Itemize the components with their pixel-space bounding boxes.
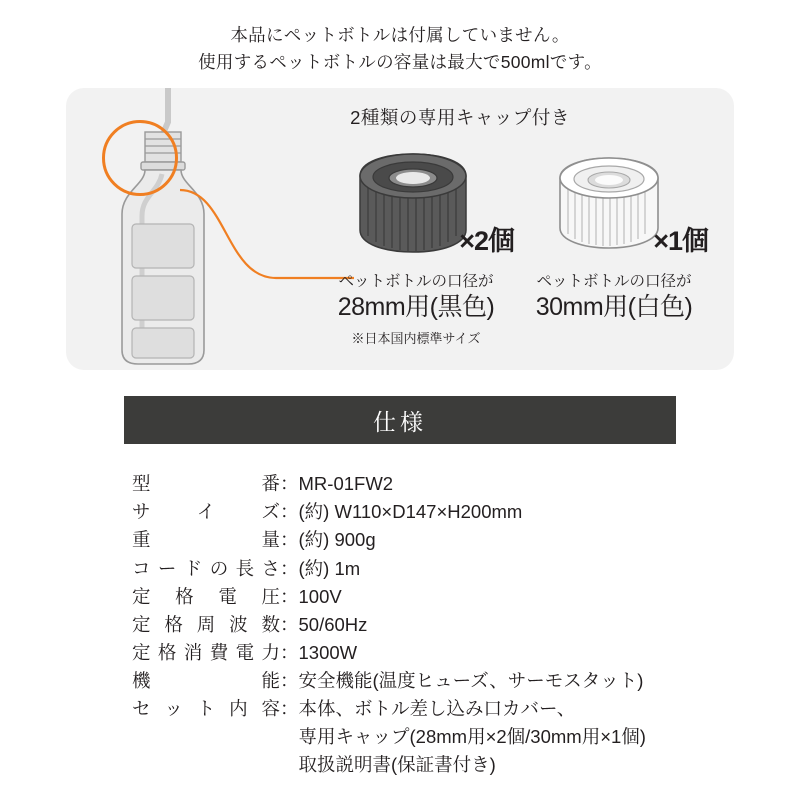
- spec-colon: ：: [280, 641, 299, 663]
- spec-label: 定格周波数: [132, 613, 280, 635]
- table-row: [132, 470, 646, 498]
- spec-value: 安全機能(温度ヒューズ、サーモスタット): [298, 670, 644, 692]
- spec-label: [132, 723, 280, 751]
- cap-note-28mm: ※日本国内標準サイズ: [351, 331, 481, 347]
- spec-value: (約) W110×D147×H200mm: [298, 501, 523, 523]
- table-row: [132, 555, 646, 583]
- spec-value: 取扱説明書(保証書付き): [298, 754, 496, 776]
- spec-value: (約) 1m: [298, 557, 361, 579]
- spec-colon: ：: [280, 529, 299, 551]
- spec-colon: [280, 723, 299, 751]
- spec-value: 1300W: [298, 641, 358, 663]
- spec-label: 型 番: [132, 473, 280, 495]
- note-line-1: 本品にペットボトルは付属していません。: [230, 25, 570, 45]
- bottle-cap-black-icon: [316, 136, 516, 266]
- spec-value: 50/60Hz: [298, 613, 368, 635]
- bottle-cap-white-icon: [514, 136, 714, 266]
- spec-colon: ：: [280, 670, 299, 692]
- cap-item-28mm: [316, 136, 516, 347]
- cap-size-30mm: 30mm用(白色): [535, 293, 693, 322]
- table-row: [132, 583, 646, 611]
- table-row: [132, 667, 646, 695]
- table-row: [132, 751, 646, 779]
- highlight-circle-icon: [102, 120, 178, 196]
- spec-value: 本体、ボトル差し込み口カバー、: [298, 698, 576, 720]
- spec-colon: ：: [280, 613, 299, 635]
- cap-size-28mm: 28mm用(黒色): [337, 293, 495, 322]
- spec-label: コードの長さ: [132, 557, 280, 579]
- cap-caption-28mm: ペットボトルの口径が: [338, 273, 494, 291]
- spec-label: セット内容: [132, 698, 280, 720]
- spec-value: 100V: [298, 585, 342, 607]
- top-notes: [0, 0, 800, 76]
- cap-quantity-28mm: ×2個: [459, 226, 514, 257]
- spec-colon: ：: [280, 698, 299, 720]
- spec-value: (約) 900g: [298, 529, 376, 551]
- cap-caption-30mm: ペットボトルの口径が: [536, 273, 692, 291]
- table-row: [132, 498, 646, 526]
- spec-colon: ：: [280, 473, 299, 495]
- cap-panel: [66, 88, 734, 370]
- spec-label: 定 格 電 圧: [132, 585, 280, 607]
- spec-heading-bar: [124, 396, 676, 444]
- spec-value: MR-01FW2: [298, 473, 394, 495]
- spec-label: 定格消費電力: [132, 641, 280, 663]
- cap-panel-title: 2種類の専用キャップ付き: [350, 107, 570, 129]
- spec-colon: ：: [280, 585, 299, 607]
- spec-colon: ：: [280, 501, 299, 523]
- cap-item-30mm: [514, 136, 714, 328]
- spec-table-body: [132, 470, 646, 779]
- spec-colon: [280, 751, 299, 779]
- table-row: [132, 611, 646, 639]
- table-row: [132, 639, 646, 667]
- spec-heading-label: 仕様: [373, 408, 427, 435]
- note-line-2: 使用するペットボトルの容量は最大で500mlです。: [198, 52, 602, 73]
- spec-label: 重 量: [132, 529, 280, 551]
- table-row: [132, 695, 646, 723]
- cap-quantity-30mm: ×1個: [653, 226, 708, 257]
- spec-label: サ イ ズ: [132, 501, 280, 523]
- spec-colon: ：: [280, 557, 299, 579]
- spec-label: [132, 751, 280, 779]
- table-row: [132, 526, 646, 554]
- spec-value: 専用キャップ(28mm用×2個/30mm用×1個): [298, 726, 646, 748]
- spec-table: [132, 470, 646, 779]
- table-row: [132, 723, 646, 751]
- spec-label: 機 能: [132, 670, 280, 692]
